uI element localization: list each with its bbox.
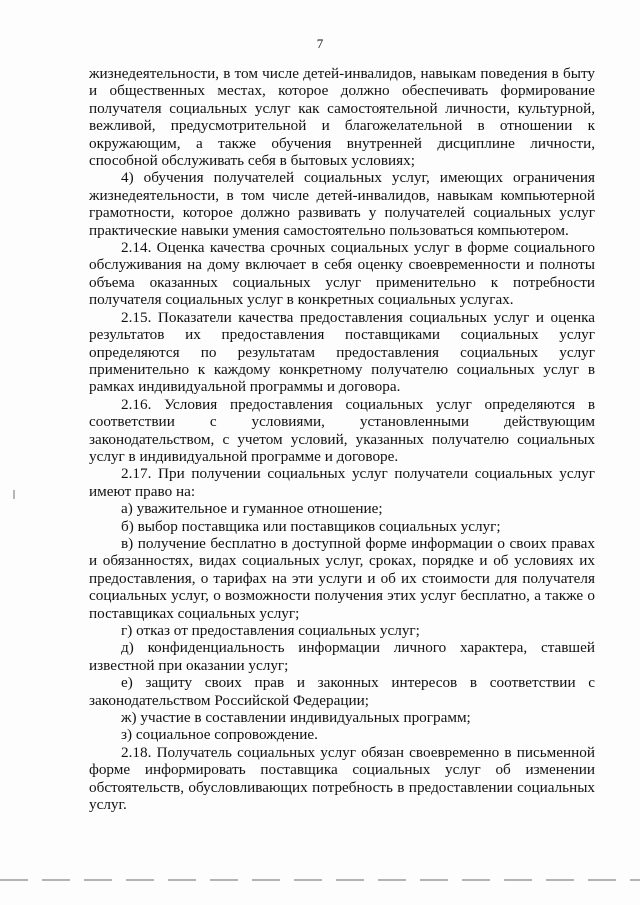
scan-bottom-edge xyxy=(0,879,640,881)
scan-artifact-mark xyxy=(13,490,15,499)
paragraph-2-15: 2.15. Показатели качества предоставления социальных услуг и оценка результатов их предоставления поставщиками социальных услуг определяются по результатам предоставления социальных услуг применительно к каждому конкретному получателю социальных услуг в рамках индивидуальной программы и договора. xyxy=(89,308,595,396)
list-item-g: г) отказ от предоставления социальных услуг; xyxy=(121,622,420,639)
list-item-a: а) уважительное и гуманное отношение; xyxy=(121,500,383,518)
page-number: 7 xyxy=(316,36,324,51)
paragraph-2-17: 2.17. При получении социальных услуг получатели социальных услуг имеют право на: xyxy=(89,465,595,500)
paragraph-2-14: 2.14. Оценка качества срочных социальных услуг в форме социального обслуживания на дому включает в себя оценку своевременности и полноты объема оказанных социальных услуг применительно к потребности получателя социальных услуг в конкретных социальных услугах. xyxy=(89,239,595,309)
list-item-v: в) получение бесплатно в доступной форме информации о своих правах и обязанностях, видах социальных услуг, сроках, порядке и об условиях их предоставления, о тарифах на эти услуги и об их стоимости для получателя социальных услуг, о возможности получения этих услуг бесплатно, а также о поставщиках социальных услуг; xyxy=(89,534,595,622)
paragraph-item-4: 4) обучения получателей социальных услуг, имеющих ограничения жизнедеятельности, в том числе детей-инвалидов, навыкам компьютерной грамотности, которое должно развивать у получателей социальных услуг практические навыки умения самостоятельно пользоваться компьютером. xyxy=(89,169,595,239)
list-item-z: з) социальное сопровождение. xyxy=(121,726,318,744)
paragraph-2-18: 2.18. Получатель социальных услуг обязан своевременно в письменной форме информировать поставщика социальных услуг об изменении обстоятельств, обусловливающих потребность в предоставлении социальных услуг. xyxy=(89,743,595,814)
paragraph-continuation: жизнедеятельности, в том числе детей-инвалидов, навыкам поведения в быту и общественных местах, которое должно обеспечивать формирование получателя социальных услуг как самостоятельной личности, культурной, вежливой, предусмотрительной и благожелательной в отношении к окружающим, а также обучения внутренней дисциплине личности, способной обслуживать себя в бытовых условиях; xyxy=(89,65,595,170)
list-item-zh: ж) участие в составлении индивидуальных программ; xyxy=(121,709,471,727)
list-item-b: б) выбор поставщика или поставщиков социальных услуг; xyxy=(121,517,501,535)
list-item-e: е) защиту своих прав и законных интересов в соответствии с законодательством Российской Федерации; xyxy=(89,674,595,709)
document-body xyxy=(89,65,595,813)
list-item-d: д) конфиденциальность информации личного характера, ставшей известной при оказании услуг; xyxy=(89,639,595,674)
paragraph-2-16: 2.16. Условия предоставления социальных услуг определяются в соответствии с условиями, установленными действующим законодательством, с учетом условий, указанных получателю социальных услуг в индивидуальной программе и договоре. xyxy=(89,395,595,465)
